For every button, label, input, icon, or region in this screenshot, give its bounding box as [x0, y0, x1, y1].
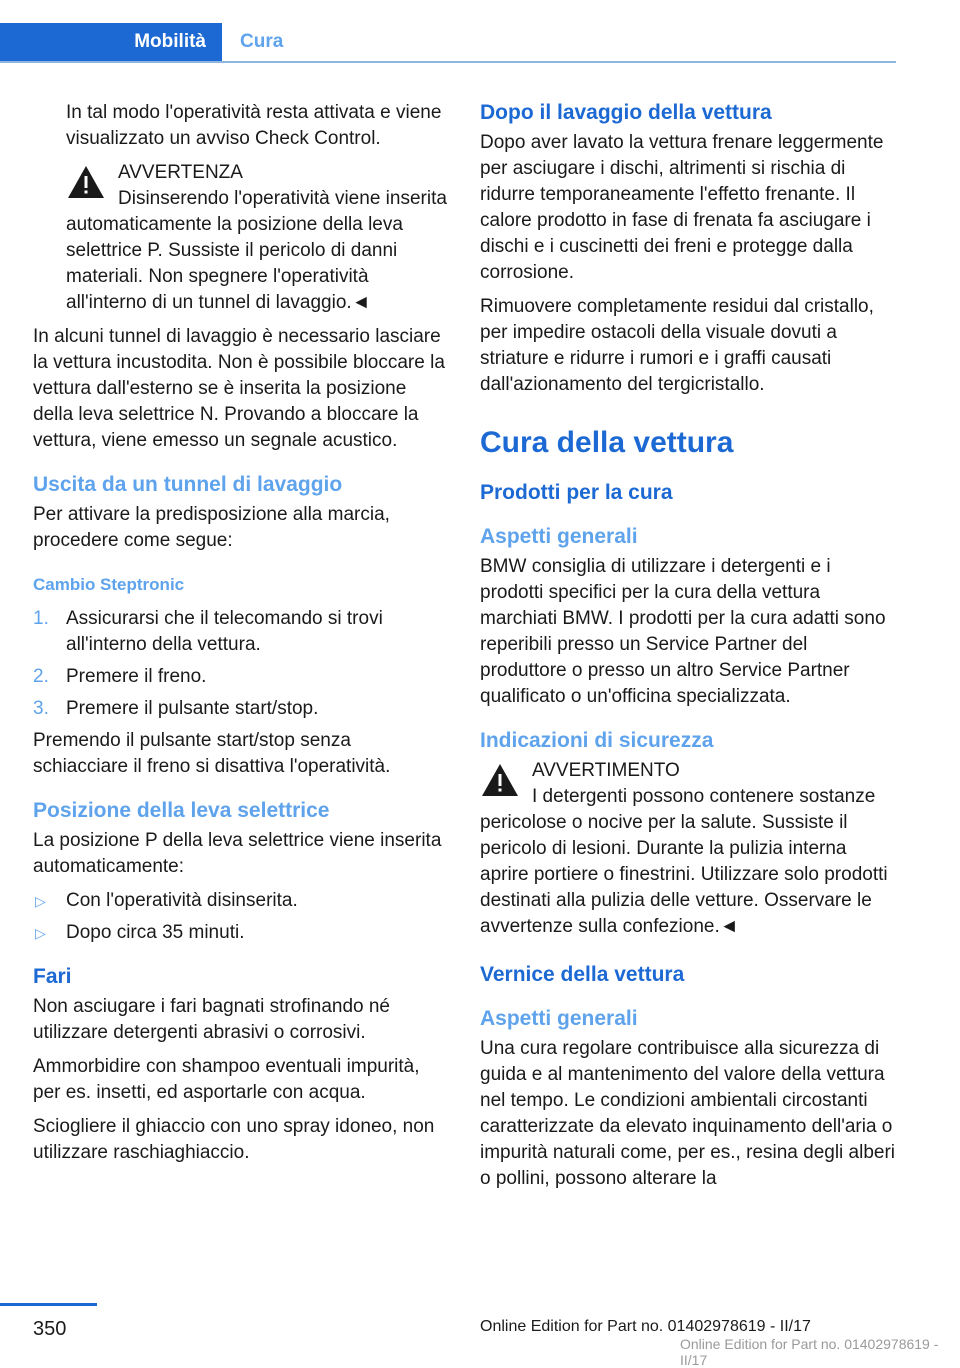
subsection-heading: Cambio Steptronic: [33, 575, 185, 594]
paragraph: Per attivare la predisposizione alla marcia, procedere come segue:: [33, 504, 390, 551]
warning-label: AVVERTIMENTO: [532, 760, 680, 781]
subsection-heading: Indicazioni di sicurezza: [480, 729, 714, 752]
warning-block: [66, 160, 451, 316]
step-text: Assicurarsi che il telecomando si trovi all'interno della vettura.: [66, 608, 383, 655]
section-heading: Fari: [33, 965, 72, 988]
warning-icon: [66, 164, 114, 206]
section-heading: Prodotti per la cura: [480, 481, 673, 504]
warning-text: I detergenti possono contenere sostanze pericolose o nocive per la salute. Sussiste il pericolo di lesioni. Durante la pulizia interna aprire portiere o finestrini. Utilizzare solo prodotti destinati alla pulizia delle vetture. Osservare le avvertenze sulla confezione.◄: [480, 786, 888, 937]
list-item: [33, 888, 451, 914]
paragraph: Sciogliere il ghiaccio con uno spray idoneo, non utilizzare raschiaghiaccio.: [33, 1116, 435, 1163]
bullet-text: Con l'operatività disinserita.: [66, 890, 298, 911]
triangle-bullet-icon: ▷: [35, 893, 46, 909]
paragraph: Premendo il pulsante start/stop senza schiacciare il freno si disattiva l'operatività.: [33, 730, 391, 777]
right-column: [480, 100, 898, 1200]
warning-icon: [480, 762, 528, 804]
triangle-bullet-icon: ▷: [35, 925, 46, 941]
tab-mobilita-label: Mobilità: [134, 31, 206, 52]
paragraph: BMW consiglia di utilizzare i detergenti e i prodotti specifici per la cura della vettura marchiati BMW. I prodotti per la cura adatti sono reperibili presso un Service Partner del produttore o presso un altro Service Partner qualificato o un'officina specializzata.: [480, 556, 886, 707]
list-item: [33, 664, 451, 690]
section-heading: Dopo il lavaggio della vettura: [480, 101, 772, 124]
paragraph: In tal modo l'operatività resta attivata e viene visualizzato un avviso Check Control.: [66, 102, 442, 149]
step-number: 3.: [33, 698, 49, 719]
paragraph: Una cura regolare contribuisce alla sicurezza di guida e al mantenimento del valore della vettura nel tempo. Le condizioni ambientali circostanti caratterizzate da elevato inquinamento dell'aria o impurità naturali come, per es., resina degli alberi o pollini, possono alterare la: [480, 1038, 896, 1189]
paragraph: Ammorbidire con shampoo eventuali impurità, per es. insetti, ed asportarle con acqua.: [33, 1056, 420, 1103]
paragraph: Rimuovere completamente residui dal cristallo, per impedire ostacoli della visuale dovuti a striature e ridurre i rumori e i graffi causati dall'azionamento del tergicristallo.: [480, 296, 874, 395]
list-item: [33, 696, 451, 722]
section-heading: Uscita da un tunnel di lavaggio: [33, 473, 343, 496]
warning-text: Disinserendo l'operatività viene inserita automaticamente la posizione della leva selettrice P. Sussiste il pericolo di danni materiali. Non spegnere l'operatività all'interno di un tunnel di lavaggio.◄: [66, 188, 447, 313]
warning-block: [480, 758, 898, 940]
section-heading: Vernice della vettura: [480, 963, 685, 986]
paragraph: La posizione P della leva selettrice viene inserita automaticamente:: [33, 830, 442, 877]
bullet-text: Dopo circa 35 minuti.: [66, 922, 245, 943]
tab-cura[interactable]: Cura: [240, 31, 284, 52]
paragraph: Dopo aver lavato la vettura frenare leggermente per asciugare i dischi, altrimenti si rischia di ridurre temporaneamente l'effetto frenante. Il calore prodotto in fase di frenata fa asciugare i dischi e i cuscinetti dei freni e protegge dalla corrosione.: [480, 132, 884, 283]
subsection-heading: Aspetti generali: [480, 1007, 638, 1030]
list-item: [33, 606, 451, 658]
step-text: Premere il freno.: [66, 666, 207, 687]
list-item: [33, 920, 451, 946]
chapter-heading: Cura della vettura: [480, 426, 734, 459]
subsection-heading: Aspetti generali: [480, 525, 638, 548]
paragraph: In alcuni tunnel di lavaggio è necessario lasciare la vettura incustodita. Non è possibile bloccare la vettura dall'esterno se è inserita la posizione della leva selettrice N. Provando a bloccare la vettura, viene emesso un segnale acustico.: [33, 326, 445, 451]
footer-rule: [0, 1303, 97, 1306]
watermark: Online Edition for Part no. 01402978619 - II/17: [680, 1336, 939, 1368]
edition-note: Online Edition for Part no. 01402978619 - II/17: [480, 1318, 811, 1335]
tab-mobilita[interactable]: [0, 23, 222, 61]
warning-label: AVVERTENZA: [118, 162, 243, 183]
step-number: 1.: [33, 608, 49, 629]
step-number: 2.: [33, 666, 49, 687]
paragraph: Non asciugare i fari bagnati strofinando né utilizzare detergenti abrasivi o corrosivi.: [33, 996, 391, 1043]
page-number: 350: [33, 1318, 67, 1340]
left-column: [33, 100, 451, 1174]
steps-list: [33, 606, 451, 722]
section-heading: Posizione della leva selettrice: [33, 799, 330, 822]
tab-underline: [0, 61, 896, 63]
bullet-list: [33, 888, 451, 946]
step-text: Premere il pulsante start/stop.: [66, 698, 319, 719]
chapter-tabs: [0, 23, 896, 63]
